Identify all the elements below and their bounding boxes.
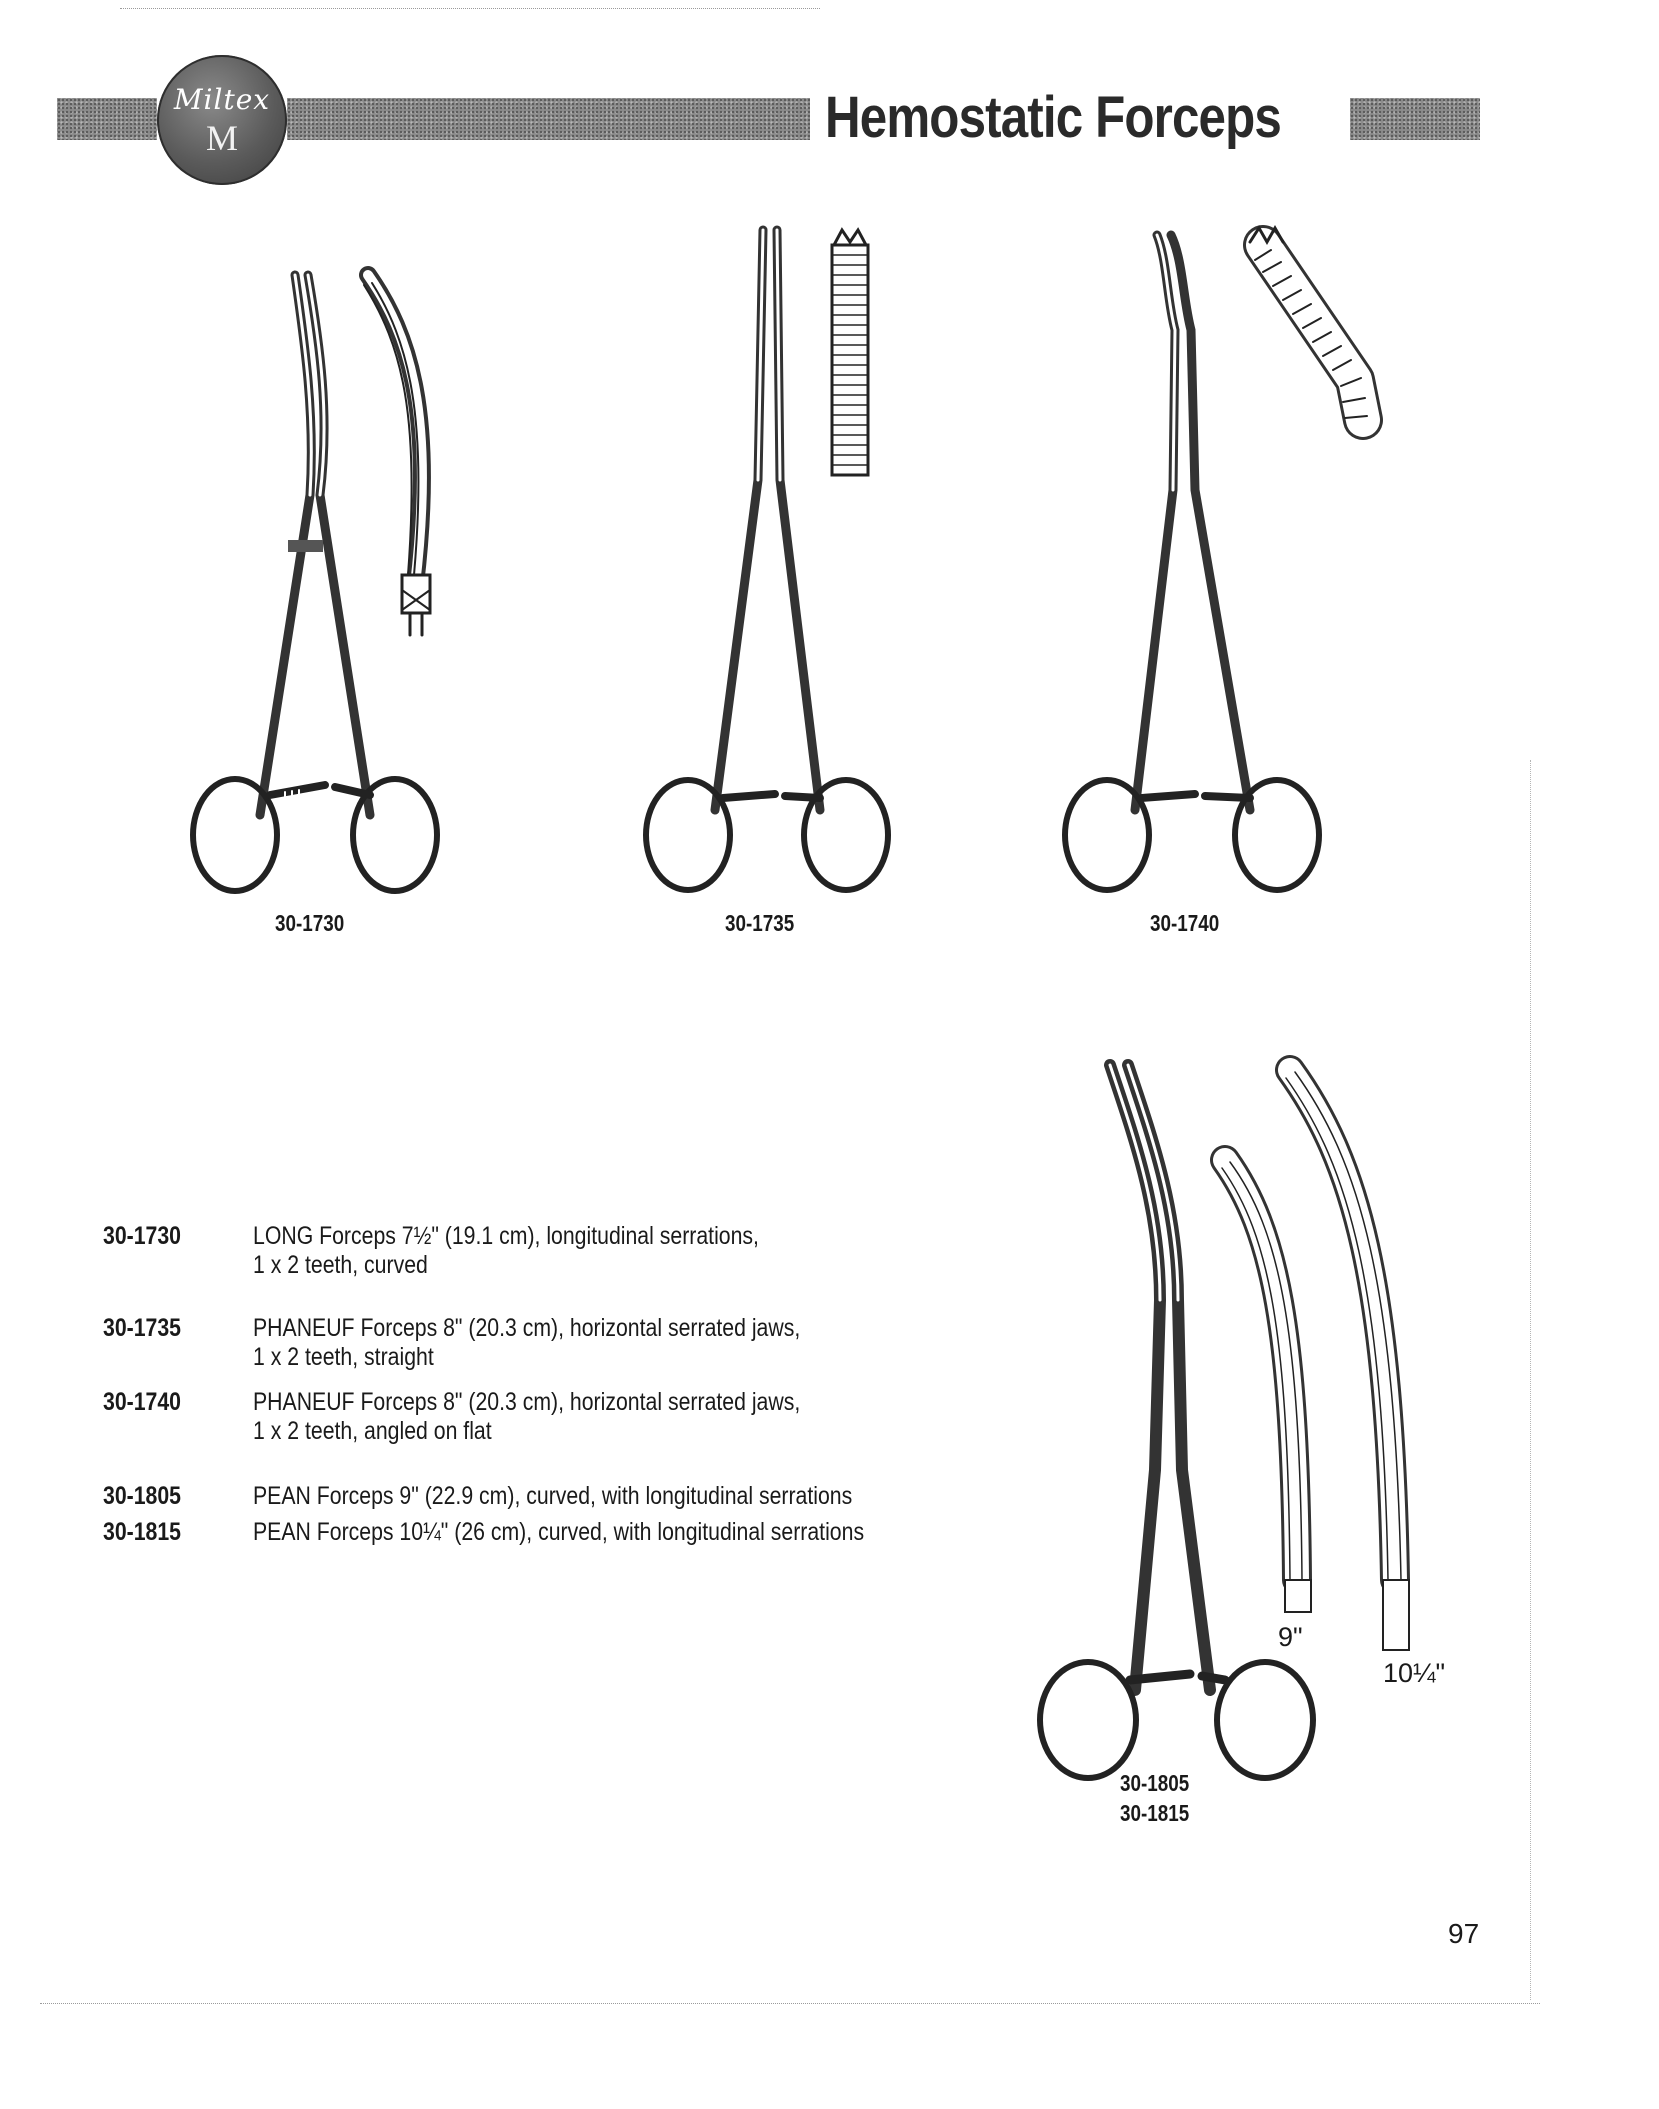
header-bar-left (57, 98, 157, 140)
product-description: PHANEUF Forceps 8" (20.3 cm), horizontal serrated jaws, 1 x 2 teeth, angled on flat (253, 1388, 801, 1445)
product-description: PEAN Forceps 9" (22.9 cm), curved, with longitudinal serrations (253, 1482, 853, 1510)
figure-label-30-1740: 30-1740 (1150, 910, 1220, 936)
product-description: PEAN Forceps 10¼" (26 cm), curved, with longitudinal serrations (253, 1518, 865, 1546)
forceps-illustration-30-1730 (170, 255, 490, 895)
logo-script-text: Miltex (173, 83, 271, 116)
scan-edge-bottom (40, 2003, 1540, 2004)
jaw-size-label-9in: 9" (1278, 1622, 1303, 1652)
header-bar-right (1350, 98, 1480, 140)
scan-edge-top (120, 8, 820, 9)
jaw-size-label-10-25in: 10¼" (1383, 1658, 1446, 1688)
figure-label-30-1730: 30-1730 (275, 910, 345, 936)
header-bar-middle (287, 98, 810, 140)
product-number: 30-1735 (103, 1314, 181, 1342)
product-description: PHANEUF Forceps 8" (20.3 cm), horizontal serrated jaws, 1 x 2 teeth, straight (253, 1314, 801, 1371)
logo-monogram: M (205, 118, 238, 158)
scan-edge-right (1530, 760, 1531, 2000)
page-title: Hemostatic Forceps (825, 85, 1281, 150)
forceps-illustration-30-1735 (620, 220, 940, 900)
product-number: 30-1730 (103, 1222, 181, 1250)
page-number: 97 (1448, 1918, 1480, 1949)
product-number: 30-1805 (103, 1482, 181, 1510)
product-number: 30-1740 (103, 1388, 181, 1416)
forceps-illustration-30-1740 (1045, 220, 1395, 900)
product-number: 30-1815 (103, 1518, 181, 1546)
figure-label-30-1815: 30-1815 (1120, 1800, 1190, 1826)
product-description: LONG Forceps 7½" (19.1 cm), longitudinal serrations, 1 x 2 teeth, curved (253, 1222, 759, 1279)
figure-label-30-1805: 30-1805 (1120, 1770, 1190, 1796)
miltex-logo (157, 55, 287, 185)
figure-label-30-1735: 30-1735 (725, 910, 795, 936)
